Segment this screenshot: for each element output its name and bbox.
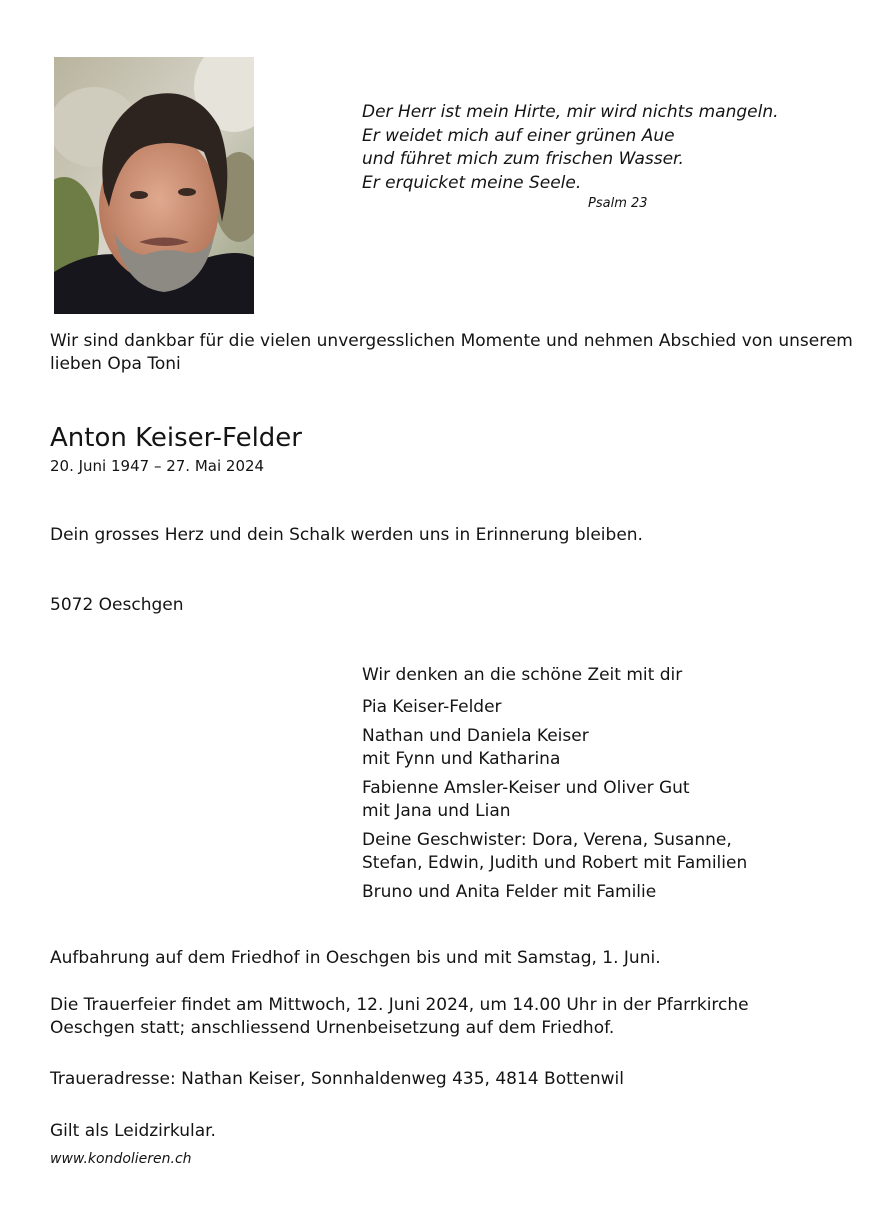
service-line: Die Trauerfeier findet am Mittwoch, 12. Juni 2024, um 14.00 Uhr in der Pfarrkirche (50, 995, 749, 1015)
psalm-line: Er erquicket meine Seele. (362, 172, 582, 193)
mourner-line: Deine Geschwister: Dora, Verena, Susanne, (362, 830, 732, 850)
mourner-line: mit Jana und Lian (362, 801, 511, 821)
service-line: Oeschgen statt; anschliessend Urnenbeisetzung auf dem Friedhof. (50, 1018, 615, 1038)
circular-note: Gilt als Leidzirkular. (50, 1121, 216, 1141)
viewing-info: Aufbahrung auf dem Friedhof in Oeschgen bis und mit Samstag, 1. Juni. (50, 948, 661, 968)
portrait-image (54, 57, 254, 314)
mourners-list (362, 664, 832, 910)
mourner-entry (362, 696, 832, 719)
psalm-line: Er weidet mich auf einer grünen Aue (362, 125, 675, 146)
intro-text: Wir sind dankbar für die vielen unvergesslichen Momente und nehmen Abschied von unserem lieben Opa Toni (50, 331, 853, 374)
mourner-entry (362, 881, 832, 904)
mourner-line: mit Fynn und Katharina (362, 749, 561, 769)
life-dates: 20. Juni 1947 – 27. Mai 2024 (50, 457, 265, 475)
psalm-reference: Psalm 23 (588, 196, 648, 211)
psalm-line: Der Herr ist mein Hirte, mir wird nichts mangeln. (362, 102, 779, 122)
mourner-line: Fabienne Amsler-Keiser und Oliver Gut (362, 778, 690, 798)
psalm-line: und führet mich zum frischen Wasser. (362, 149, 684, 169)
funeral-service-info (50, 994, 749, 1040)
mourners-heading: Wir denken an die schöne Zeit mit dir (362, 665, 683, 685)
mourning-address: Traueradresse: Nathan Keiser, Sonnhaldenweg 435, 4814 Bottenwil (50, 1069, 625, 1089)
mourner-line: Bruno und Anita Felder mit Familie (362, 882, 657, 902)
mourner-line: Stefan, Edwin, Judith und Robert mit Familien (362, 853, 748, 873)
mourner-entry (362, 725, 832, 771)
psalm-quote (362, 101, 779, 195)
place: 5072 Oeschgen (50, 595, 184, 615)
mourner-line: Nathan und Daniela Keiser (362, 726, 589, 746)
mourner-line: Pia Keiser-Felder (362, 697, 502, 717)
mourner-entry (362, 829, 832, 875)
remembrance-text: Dein grosses Herz und dein Schalk werden uns in Erinnerung bleiben. (50, 525, 643, 545)
deceased-name: Anton Keiser-Felder (50, 423, 302, 453)
mourner-entry (362, 777, 832, 823)
website-link[interactable]: www.kondolieren.ch (50, 1151, 192, 1167)
portrait-photo (54, 57, 254, 314)
